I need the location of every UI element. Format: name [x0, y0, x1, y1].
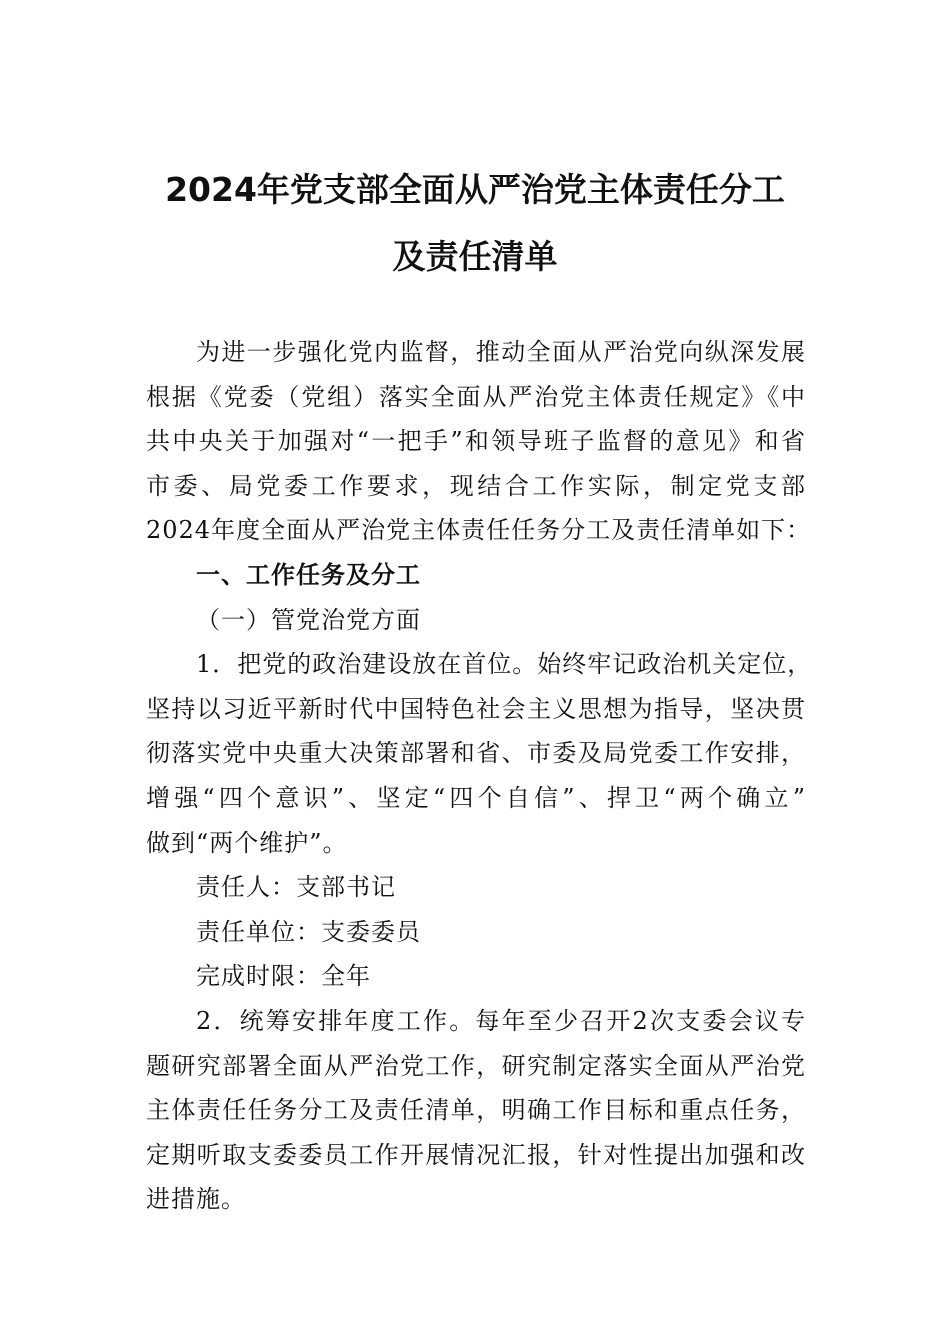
responsibility-field [146, 954, 806, 999]
section-heading [146, 598, 806, 643]
text-line: 责任单位：支委委员 [196, 917, 421, 946]
paragraph [146, 330, 812, 553]
text-line: 市委、局党委工作要求，现结合工作实际，制定党支部 [146, 471, 806, 500]
document-title-line-2: 及责任清单 [392, 237, 558, 276]
text-line: 共中央关于加强对“一把手”和领导班子监督的意见》和省 [146, 427, 806, 456]
paragraph [146, 999, 806, 1222]
text-line: 增强“四个意识”、坚定“四个自信”、捍卫“两个确立” [146, 783, 806, 812]
text-line: 题研究部署全面从严治党工作，研究制定落实全面从严治党 [146, 1051, 806, 1080]
text-line: 责任人：支部书记 [196, 873, 396, 902]
text-line: 主体责任任务分工及责任清单，明确工作目标和重点任务， [146, 1096, 806, 1125]
text-line: 一、工作任务及分工 [196, 560, 421, 589]
document-title-line-1: 2024年党支部全面从严治党主体责任分工 [165, 170, 785, 209]
text-line: （一）管党治党方面 [196, 605, 421, 634]
text-line: 彻落实党中央重大决策部署和省、市委及局党委工作安排， [146, 739, 806, 768]
responsibility-field [146, 910, 806, 955]
responsibility-field [146, 865, 806, 910]
text-line: 定期听取支委委员工作开展情况汇报，针对性提出加强和改 [146, 1140, 806, 1169]
section-heading [146, 553, 806, 598]
text-line: 进措施。 [146, 1185, 246, 1214]
text-line: 为进一步强化党内监督，推动全面从严治党向纵深发展 [196, 338, 806, 366]
text-line: 2．统筹安排年度工作。每年至少召开2次支委会议专 [196, 1006, 806, 1035]
text-line: 根据《党委（党组）落实全面从严治党主体责任规定》《中 [146, 382, 806, 411]
text-line: 2024年度全面从严治党主体责任任务分工及责任清单如下： [146, 516, 812, 545]
paragraph [146, 642, 813, 865]
document-body [146, 330, 813, 1222]
text-line: 1．把党的政治建设放在首位。始终牢记政治机关定位， [196, 650, 813, 679]
text-line: 做到“两个维护”。 [146, 828, 348, 857]
text-line: 完成时限：全年 [196, 962, 371, 991]
text-line: 坚持以习近平新时代中国特色社会主义思想为指导，坚决贯 [146, 694, 806, 723]
